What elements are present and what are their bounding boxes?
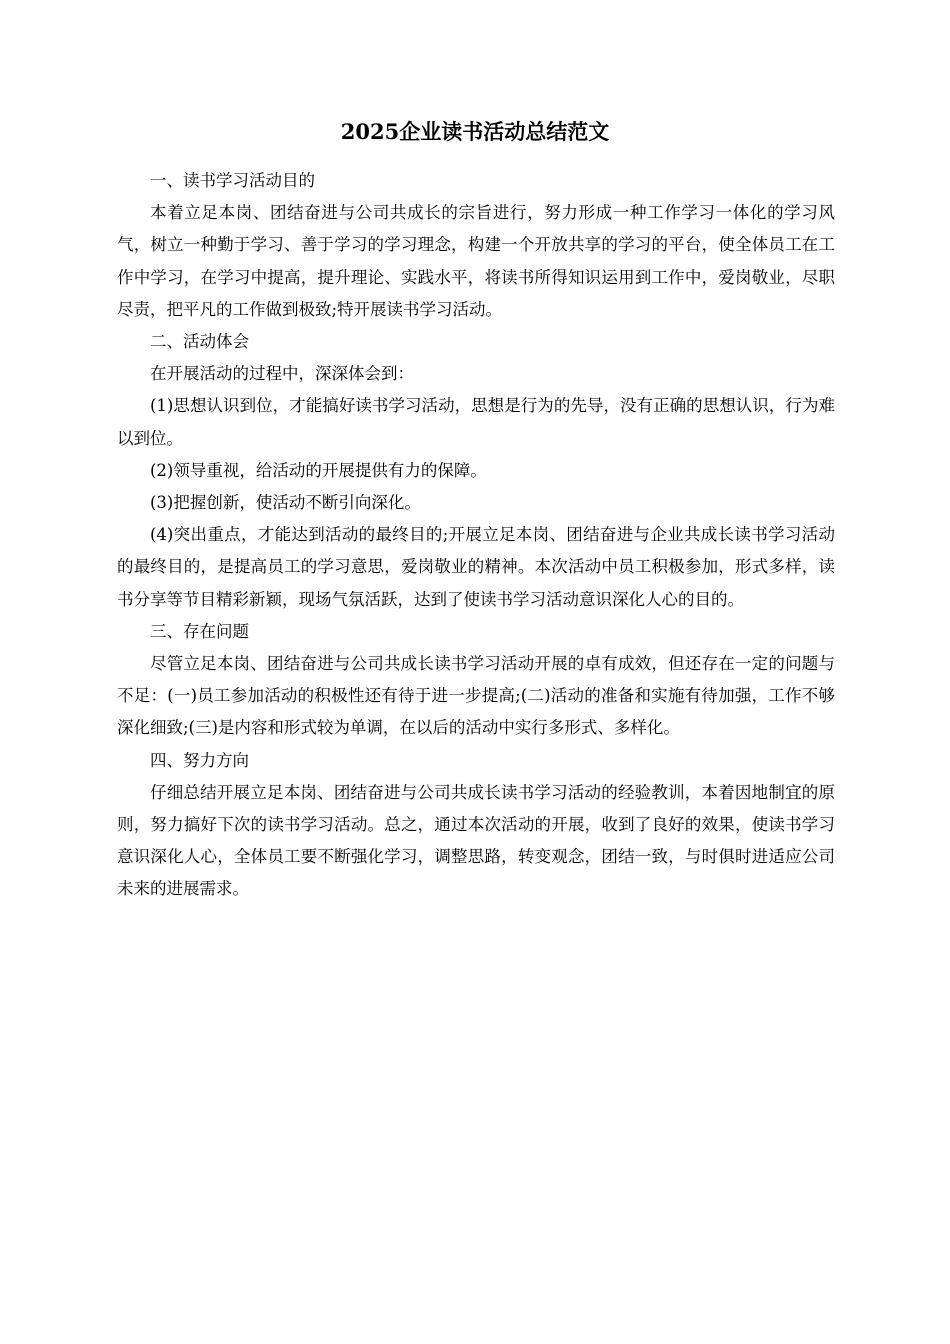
document-title: 2025企业读书活动总结范文 [340, 119, 610, 144]
list-item-3: (3)把握创新，使活动不断引向深化。 [150, 493, 421, 513]
section-heading-problems: 三、存在问题 [150, 621, 249, 641]
list-item-4: (4)突出重点，才能达到活动的最终目的;开展立足本岗、团结奋进与企业共成长读书学习活动的最终目的，是提高员工的学习意思，爱岗敬业的精神。本次活动中员工积极参加，形式多样，读书分享等节目精彩新颖，现场气氛活跃，达到了使读书学习活动意识深化人心的目的。 [117, 525, 835, 609]
paragraph-problems: 尽管立足本岗、团结奋进与公司共成长读书学习活动开展的卓有成效，但还存在一定的问题与不足：(一)员工参加活动的积极性还有待于进一步提高;(二)活动的准备和实施有待加强，工作不够深化细致;(三)是内容和形式较为单调，在以后的活动中实行多形式、多样化。 [117, 654, 835, 738]
list-item-2: (2)领导重视，给活动的开展提供有力的保障。 [150, 460, 487, 480]
section-heading-experience: 二、活动体会 [150, 332, 249, 352]
paragraph-purpose: 本着立足本岗、团结奋进与公司共成长的宗旨进行，努力形成一种工作学习一体化的学习风气，树立一种勤于学习、善于学习的学习理念，构建一个开放共享的学习的平台，使全体员工在工作中学习，在学习中提高，提升理论、实践水平，将读书所得知识运用到工作中，爱岗敬业，尽职尽责，把平凡的工作做到极致;特开展读书学习活动。 [117, 203, 835, 319]
paragraph-experience-intro: 在开展活动的过程中，深深体会到： [150, 364, 414, 384]
section-heading-purpose: 一、读书学习活动目的 [150, 171, 315, 190]
list-item-1: (1)思想认识到位，才能搞好读书学习活动，思想是行为的先导，没有正确的思想认识，行为难以到位。 [117, 396, 835, 448]
section-heading-direction: 四、努力方向 [150, 750, 249, 770]
document-body [117, 165, 835, 906]
paragraph-direction: 仔细总结开展立足本岗、团结奋进与公司共成长读书学习活动的经验教训，本着因地制宜的原则，努力搞好下次的读书学习活动。总之，通过本次活动的开展，收到了良好的效果，使读书学习意识深化人心，全体员工要不断强化学习，调整思路，转变观念，团结一致，与时俱时进适应公司未来的进展需求。 [117, 782, 835, 899]
